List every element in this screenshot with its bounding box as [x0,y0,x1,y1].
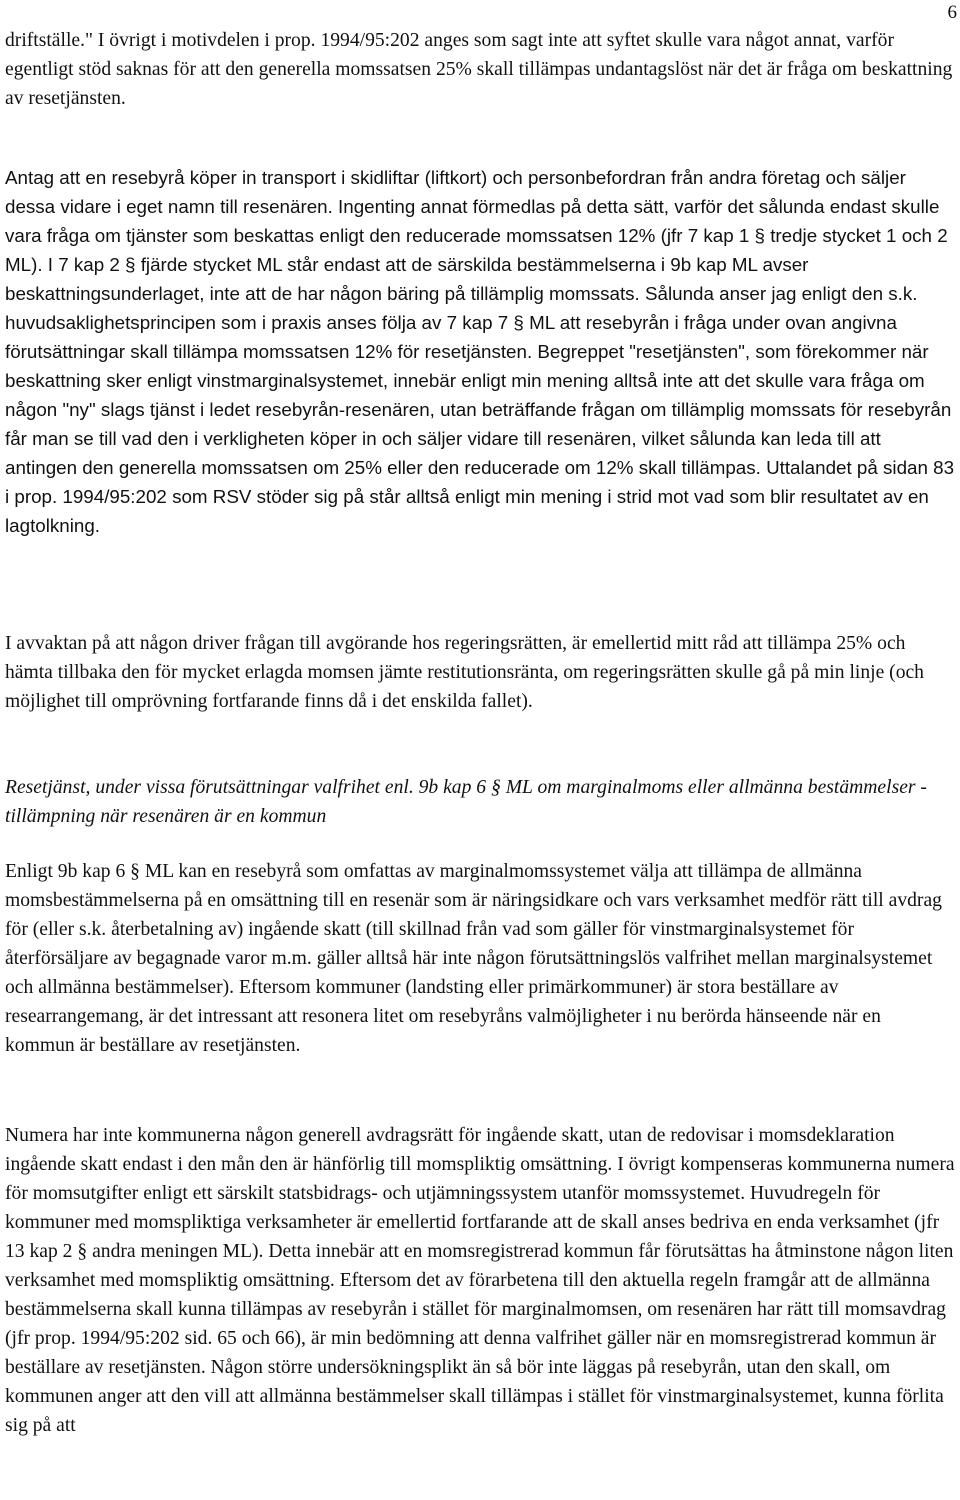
paragraph-valfrihet: Enligt 9b kap 6 § ML kan en resebyrå som omfattas av marginalmomssystemet välja att tillämpa de allmänna momsbestämmelserna på en omsättning till en resenär som är näringsidkare och vars verksamhet medför rätt till avdrag för (eller s.k. återbetalning av) ingående skatt (till skillnad från vad som gäller för vinstmarginalsystemet för återförsäljare av begagnade varor m.m. gäller alltså här inte någon förutsättningslös valfrihet mellan marginalsystemet och allmänna bestämmelser). Eftersom kommuner (landsting eller primärkommuner) är stora beställare av researrangemang, är det intressant att resonera litet om resebyråns valmöjligheter i nu berörda hänseende när en kommun är beställare av resetjänsten. [5,861,942,1056]
paragraph-kommuner: Numera har inte kommunerna någon generell avdragsrätt för ingående skatt, utan de redovisar i momsdeklaration ingående skatt endast i den mån den är hänförlig till momspliktig omsättning. I övrigt kompenseras kommunerna numera för momsutgifter enligt ett särskilt statsbidrags- och utjämningssystem utanför momssystemet. Huvudregeln för kommuner med momspliktiga verksamheter är emellertid fortfarande att de skall anses bedriva en enda verksamhet (jfr 13 kap 2 § andra meningen ML). Detta innebär att en momsregistrerad kommun får förutsättas ha åtminstone någon liten verksamhet med momspliktig omsättning. Eftersom det av förarbetena till den aktuella regeln framgår att de allmänna bestämmelserna skall kunna tillämpas av resebyrån i stället för marginalmomsen, om resenären har rätt till momsavdrag (jfr prop. 1994/95:202 sid. 65 och 66), är min bedömning att denna valfrihet gäller när en momsregistrerad kommun är beställare av resetjänsten. Någon större undersökningsplikt än så bör inte läggas på resebyrån, utan den skall, om kommunen anger att den vill att allmänna bestämmelser skall tillämpas i stället för vinstmarginalsystemet, kunna förlita sig på att [5,1125,955,1436]
paragraph-continuation: driftställe." I övrigt i motivdelen i prop. 1994/95:202 anges som sagt inte att syftet skulle vara något annat, varför egentligt stöd saknas för att den generella momssatsen 25% skall tillämpas undantagslöst när det är fråga om beskattning av resetjänsten. [5,30,953,109]
paragraph-advice: I avvaktan på att någon driver frågan till avgörande hos regeringsrätten, är emellertid mitt råd att tillämpa 25% och hämta tillbaka den för mycket erlagda momsen jämte restitutionsränta, om regeringsrätten skulle gå på min linje (och möjlighet till omprövning fortfarande finns då i det enskilda fallet). [5,633,924,712]
section-heading: Resetjänst, under vissa förutsättningar valfrihet enl. 9b kap 6 § ML om marginalmoms eller allmänna bestämmelser - tillämpning när resenären är en kommun [5,777,927,827]
paragraph-liftkort-example: Antag att en resebyrå köper in transport i skidliftar (liftkort) och personbefordran från andra företag och säljer dessa vidare i eget namn till resenären. Ingenting annat förmedlas på detta sätt, varför det sålunda endast skulle vara fråga om tjänster som beskattas enligt den reducerade momssatsen 12% (jfr 7 kap 1 § tredje stycket 1 och 2 ML). I 7 kap 2 § fjärde stycket ML står endast att de särskilda bestämmelserna i 9b kap ML avser beskattningsunderlaget, inte att de har någon bäring på tillämplig momssats. Sålunda anser jag enligt den s.k. huvudsaklighetsprincipen som i praxis anses följa av 7 kap 7 § ML att resebyrån i fråga under ovan angivna förutsättningar skall tillämpa momssatsen 12% för resetjänsten. Begreppet "resetjänsten", som förekommer när beskattning sker enligt vinstmarginalsystemet, innebär enligt min mening alltså inte att det skulle vara fråga om någon "ny" slags tjänst i ledet resebyrån-resenären, utan beträffande frågan om tillämplig momssats för resebyrån får man se till vad den i verkligheten köper in och säljer vidare till resenären, vilket sålunda kan leda till att antingen den generella momssatsen om 25% eller den reducerade om 12% skall tillämpas. Uttalandet på sidan 83 i prop. 1994/95:202 som RSV stöder sig på står alltså enligt min mening i strid mot vad som blir resultatet av en lagtolkning. [5,167,955,536]
page-number: 6 [947,2,957,23]
